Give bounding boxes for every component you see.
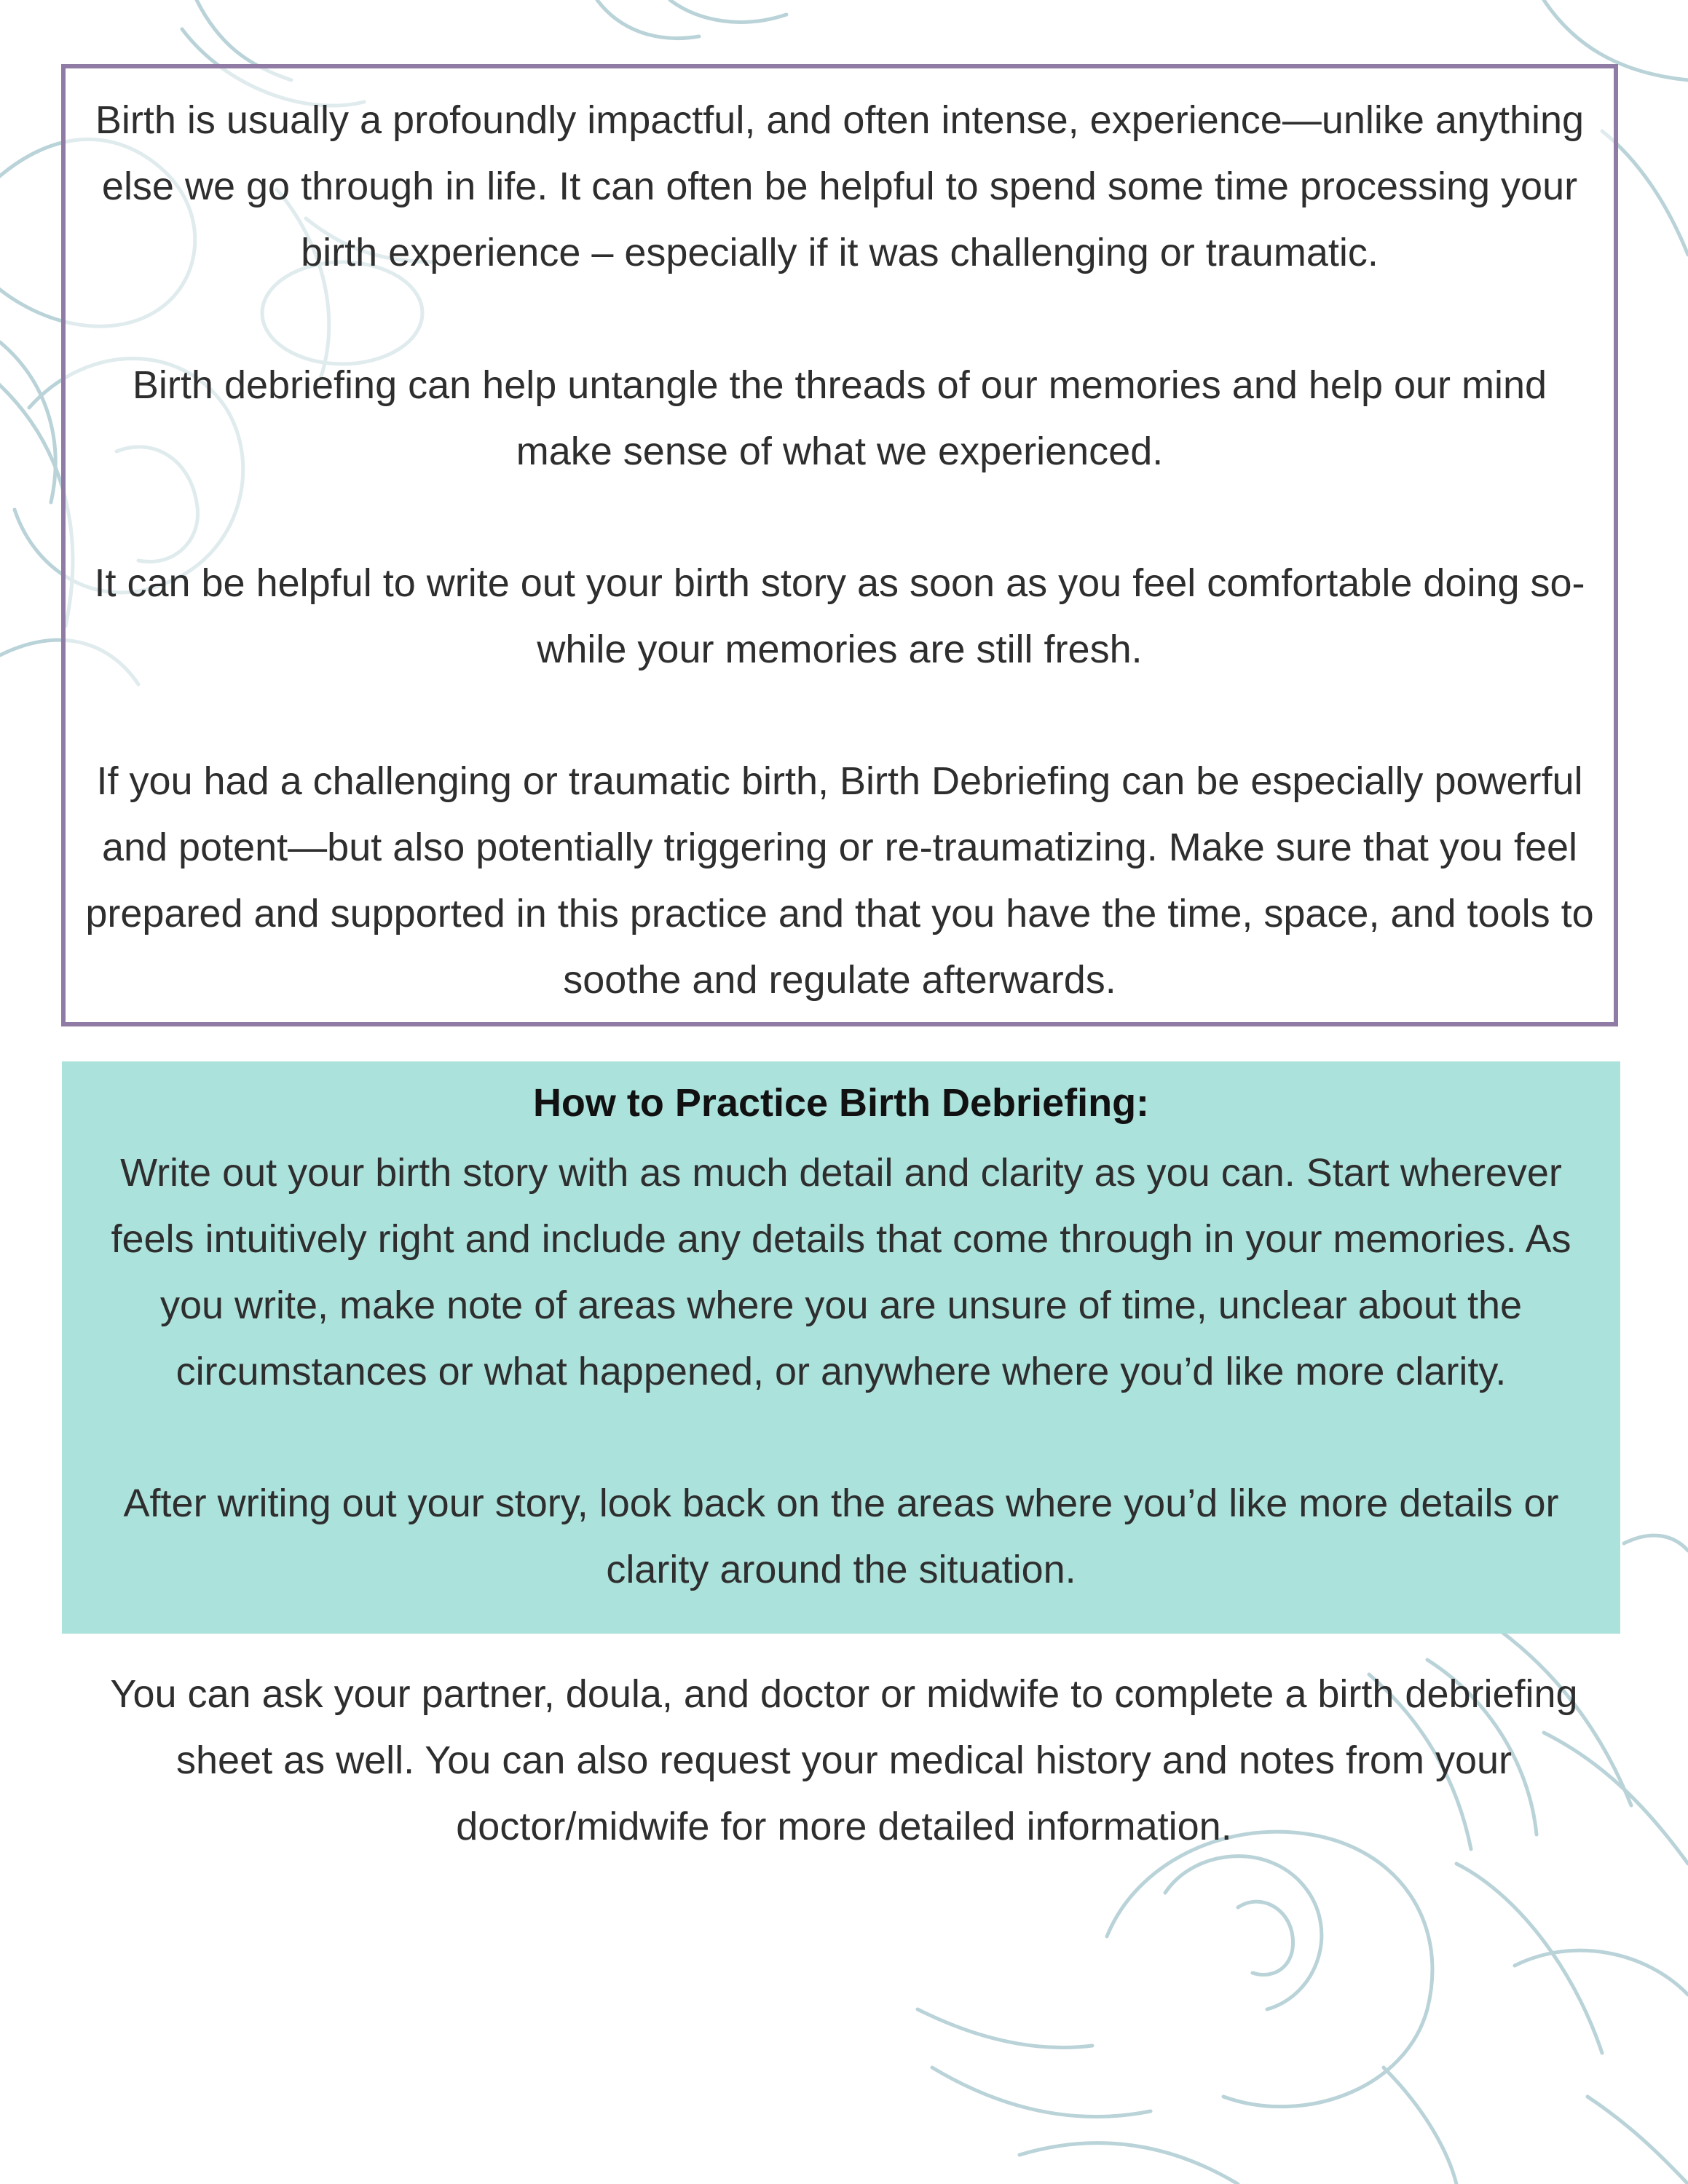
intro-paragraph-2: Birth debriefing can help untangle the threads of our memories and help our mind make sense of what we experienced.	[132, 363, 1547, 473]
closing-paragraph: You can ask your partner, doula, and doctor or midwife to complete a birth debriefing sheet as well. You can also request your medical history and notes from your doctor/midwife for more detailed information.	[110, 1672, 1578, 1848]
practice-paragraph-1: Write out your birth story with as much detail and clarity as you can. Start wherever feels intuitively right and include any details that come through in your memories. As you write, make note of areas where you are unsure of time, unclear about the circumstances or what happened, or anywhere where you’d like more clarity.	[111, 1151, 1571, 1393]
practice-heading: How to Practice Birth Debriefing:	[532, 1081, 1150, 1125]
intro-paragraph-4: If you had a challenging or traumatic birth, Birth Debriefing can be especially powerful and potent—but also potentially triggering or re-traumatizing. Make sure that you feel prepared and supported in this practice and that you have the time, space, and tools to soothe and regulate afterwards.	[85, 759, 1594, 1002]
practice-paragraph-2: After writing out your story, look back on the areas where you’d like more details or clarity around the situation.	[123, 1481, 1559, 1591]
intro-paragraph-3: It can be helpful to write out your birth story as soon as you feel comfortable doing so- while your memories are still fresh.	[94, 561, 1585, 671]
practice-box	[62, 1061, 1620, 1634]
intro-paragraph-1: Birth is usually a profoundly impactful, and often intense, experience—unlike anything else we go through in life. It can often be helpful to spend some time processing your birth experience – especially if it was challenging or traumatic.	[95, 98, 1585, 274]
intro-box	[61, 64, 1618, 1026]
